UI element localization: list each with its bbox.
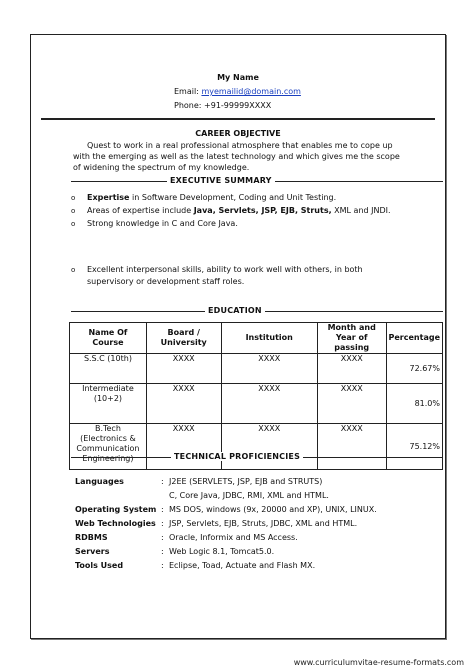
tech-colon: : xyxy=(161,505,164,514)
tech-label: Tools Used xyxy=(75,561,124,570)
cell-percentage: 81.0% xyxy=(386,384,442,424)
tech-value: J2EE (SERVLETS, JSP, EJB and STRUTS) xyxy=(169,477,323,486)
col-header-passing: Month and Year of passing xyxy=(317,323,386,354)
cell-board: XXXX xyxy=(146,424,221,470)
bullet-icon: o xyxy=(71,194,76,202)
education-table xyxy=(69,322,443,470)
phone-label: Phone: xyxy=(174,101,202,110)
cell-course: B.Tech (Electronics & Communication Engineering) xyxy=(70,424,147,470)
table-row xyxy=(70,354,443,384)
tech-label: RDBMS xyxy=(75,533,108,542)
tech-value: Web Logic 8.1, Tomcat5.0. xyxy=(169,547,275,556)
col-header-board: Board / University xyxy=(146,323,221,354)
tech-colon: : xyxy=(161,477,164,486)
tech-value: JSP, Servlets, EJB, Struts, JDBC, XML and HTML. xyxy=(169,519,358,528)
cell-course: Intermediate (10+2) xyxy=(70,384,147,424)
education-heading: EDUCATION xyxy=(205,306,265,315)
col-header-institution: Institution xyxy=(221,323,317,354)
email-line xyxy=(174,87,301,97)
tech-value: C, Core Java, JDBC, RMI, XML and HTML. xyxy=(169,491,329,500)
phone-line xyxy=(174,101,271,111)
bullet-icon: o xyxy=(71,220,76,228)
footer-url[interactable]: www.curriculumvitae-resume-formats.com xyxy=(293,658,464,667)
table-row xyxy=(70,384,443,424)
bullet-icon: o xyxy=(71,266,76,274)
table-header-row xyxy=(70,323,443,354)
cell-passing: XXXX xyxy=(317,354,386,384)
tech-colon: : xyxy=(161,547,164,556)
tech-colon: : xyxy=(161,519,164,528)
email-label: Email: xyxy=(174,87,199,96)
technical-heading: TECHNICAL PROFICIENCIES xyxy=(171,452,303,461)
bullet-icon: o xyxy=(71,207,76,215)
exec-item-2: Areas of expertise include Java, Servlets, JSP, EJB, Struts, XML and JNDI. xyxy=(87,206,391,215)
exec-item-1: Expertise in Software Development, Coding and Unit Testing. xyxy=(87,193,337,202)
exec-item-3: Strong knowledge in C and Core Java. xyxy=(87,219,238,228)
cell-passing: XXXX xyxy=(317,384,386,424)
cell-course: S.S.C (10th) xyxy=(70,354,147,384)
col-header-course: Name Of Course xyxy=(70,323,147,354)
cell-board: XXXX xyxy=(146,384,221,424)
phone-value: +91-99999XXXX xyxy=(204,101,272,110)
career-objective-heading: CAREER OBJECTIVE xyxy=(195,129,281,138)
cell-passing: XXXX xyxy=(317,424,386,470)
tech-value: Oracle, Informix and MS Access. xyxy=(169,533,298,542)
tech-label: Operating System xyxy=(75,505,157,514)
candidate-name: My Name xyxy=(217,73,259,82)
header-divider xyxy=(41,118,435,120)
tech-label: Languages xyxy=(75,477,124,486)
career-line-3: of widening the spectrum of my knowledge. xyxy=(73,163,250,172)
email-link[interactable]: myemailid@domain.com xyxy=(201,87,301,96)
tech-value: Eclipse, Toad, Actuate and Flash MX. xyxy=(169,561,316,570)
tech-value: MS DOS, windows (9x, 20000 and XP), UNIX, LINUX. xyxy=(169,505,377,514)
cell-percentage: 75.12% xyxy=(386,424,442,470)
resume-page xyxy=(30,34,446,639)
tech-label: Web Technologies xyxy=(75,519,156,528)
cell-percentage: 72.67% xyxy=(386,354,442,384)
tech-colon: : xyxy=(161,533,164,542)
exec-item-4-line-2: supervisory or development staff roles. xyxy=(87,277,245,286)
tech-colon: : xyxy=(161,561,164,570)
tech-label: Servers xyxy=(75,547,110,556)
career-line-1: Quest to work in a real professional atmosphere that enables me to cope up xyxy=(87,141,393,150)
cell-institution: XXXX xyxy=(221,424,317,470)
col-header-percentage: Percentage xyxy=(386,323,442,354)
cell-institution: XXXX xyxy=(221,384,317,424)
table-row xyxy=(70,424,443,470)
exec-item-4-line-1: Excellent interpersonal skills, ability to work well with others, in both xyxy=(87,265,363,274)
cell-institution: XXXX xyxy=(221,354,317,384)
executive-summary-heading: EXECUTIVE SUMMARY xyxy=(167,176,275,185)
career-line-2: with the emerging as well as the latest technology and which gives me the scope xyxy=(73,152,400,161)
cell-board: XXXX xyxy=(146,354,221,384)
